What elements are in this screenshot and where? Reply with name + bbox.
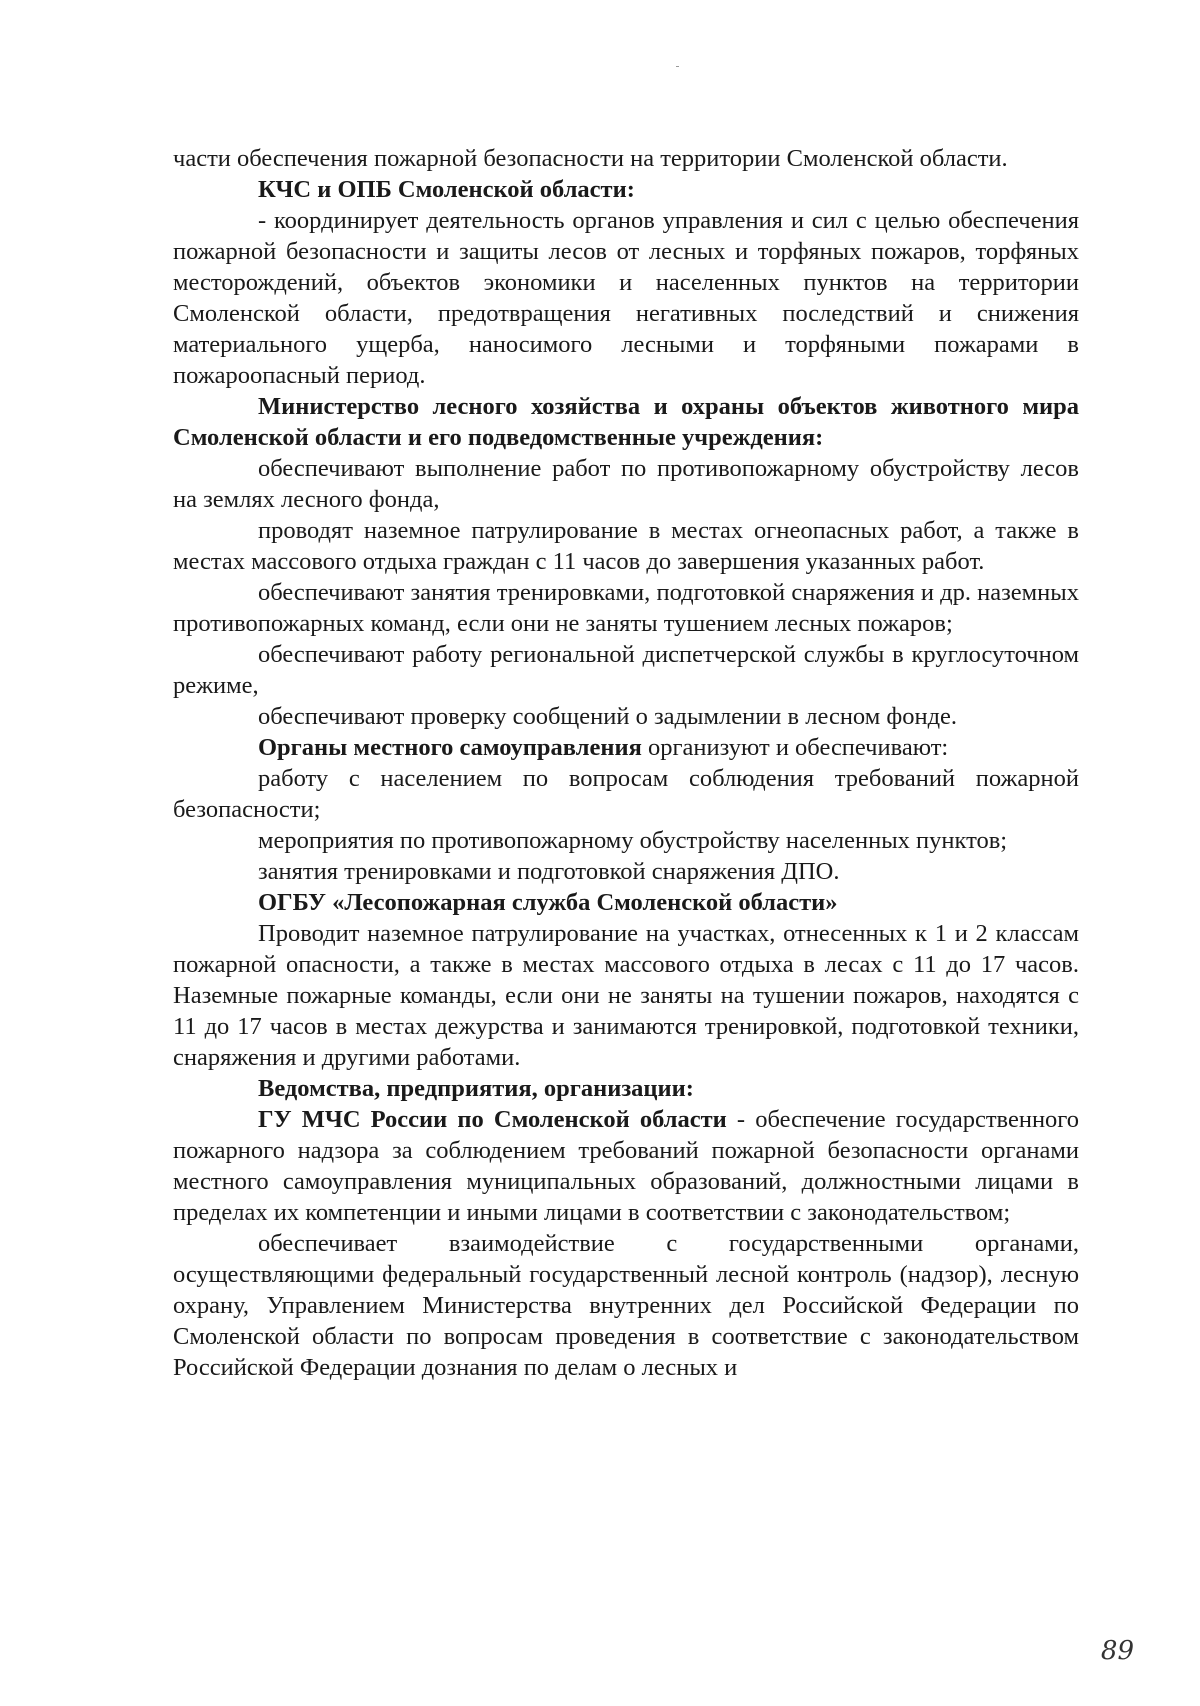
lead-bold-text: ГУ МЧС России по Смоленской области xyxy=(258,1106,727,1133)
paragraph: обеспечивают выполнение работ по противопожарному обустройству лесов на землях лесного фонда, xyxy=(173,455,1079,513)
paragraph: обеспечивают занятия тренировками, подготовкой снаряжения и др. наземных противопожарных команд, если они не заняты тушением лесных пожаров; xyxy=(173,579,1079,637)
scan-speck xyxy=(676,66,679,67)
paragraph-with-lead xyxy=(173,1104,1079,1228)
paragraph: работу с населением по вопросам соблюдения требований пожарной безопасности; xyxy=(173,765,1079,823)
lead-bold-text: Органы местного самоуправления xyxy=(258,734,642,761)
section-heading: Ведомства, предприятия, организации: xyxy=(258,1075,694,1102)
paragraph: обеспечивают проверку сообщений о задымлении в лесном фонде. xyxy=(258,703,958,730)
section-heading: Министерство лесного хозяйства и охраны объектов животного мира Смоленской области и его подведомственные учреждения: xyxy=(173,393,1079,451)
paragraph: Проводит наземное патрулирование на участках, отнесенных к 1 и 2 классам пожарной опасности, а также в местах массового отдыха в лесах с 11 до 17 часов. Наземные пожарные команды, если они не заняты на тушении пожаров, находятся с 11 до 17 часов в местах дежурства и занимаются тренировкой, подготовкой техники, снаряжения и другими работами. xyxy=(173,920,1079,1071)
paragraph-text: - обеспечение государственного пожарного надзора за соблюдением требований пожарной безопасности органами местного самоуправления муниципальных образований, должностными лицами в пределах их компетенции и иными лицами в соответствии с законодательством; xyxy=(173,1106,1079,1226)
document-body xyxy=(173,143,1079,1383)
section-heading: КЧС и ОПБ Смоленской области: xyxy=(258,176,635,203)
section-heading: ОГБУ «Лесопожарная служба Смоленской области» xyxy=(258,889,838,916)
paragraph: части обеспечения пожарной безопасности на территории Смоленской области. xyxy=(173,145,1008,172)
paragraph: мероприятия по противопожарному обустройству населенных пунктов; xyxy=(258,827,1008,854)
paragraph: обеспечивают работу региональной диспетчерской службы в круглосуточном режиме, xyxy=(173,641,1079,699)
paragraph-text: организуют и обеспечивают: xyxy=(641,734,949,761)
page-number: 89 xyxy=(1100,1636,1134,1666)
paragraph: занятия тренировками и подготовкой снаряжения ДПО. xyxy=(258,858,840,885)
paragraph: обеспечивает взаимодействие с государственными органами, осуществляющими федеральный государственный лесной контроль (надзор), лесную охрану, Управлением Министерства внутренних дел Российской Федерации по Смоленской области по вопросам проведения в соответствие с законодательством Российской Федерации дознания по делам о лесных и xyxy=(173,1230,1079,1381)
paragraph-with-lead xyxy=(173,732,1079,763)
paragraph: проводят наземное патрулирование в местах огнеопасных работ, а также в местах массового отдыха граждан с 11 часов до завершения указанных работ. xyxy=(173,517,1079,575)
paragraph: - координирует деятельность органов управления и сил с целью обеспечения пожарной безопасности и защиты лесов от лесных и торфяных пожаров, торфяных месторождений, объектов экономики и населенных пунктов на территории Смоленской области, предотвращения негативных последствий и снижения материального ущерба, наносимого лесными и торфяными пожарами в пожароопасный период. xyxy=(173,207,1079,389)
